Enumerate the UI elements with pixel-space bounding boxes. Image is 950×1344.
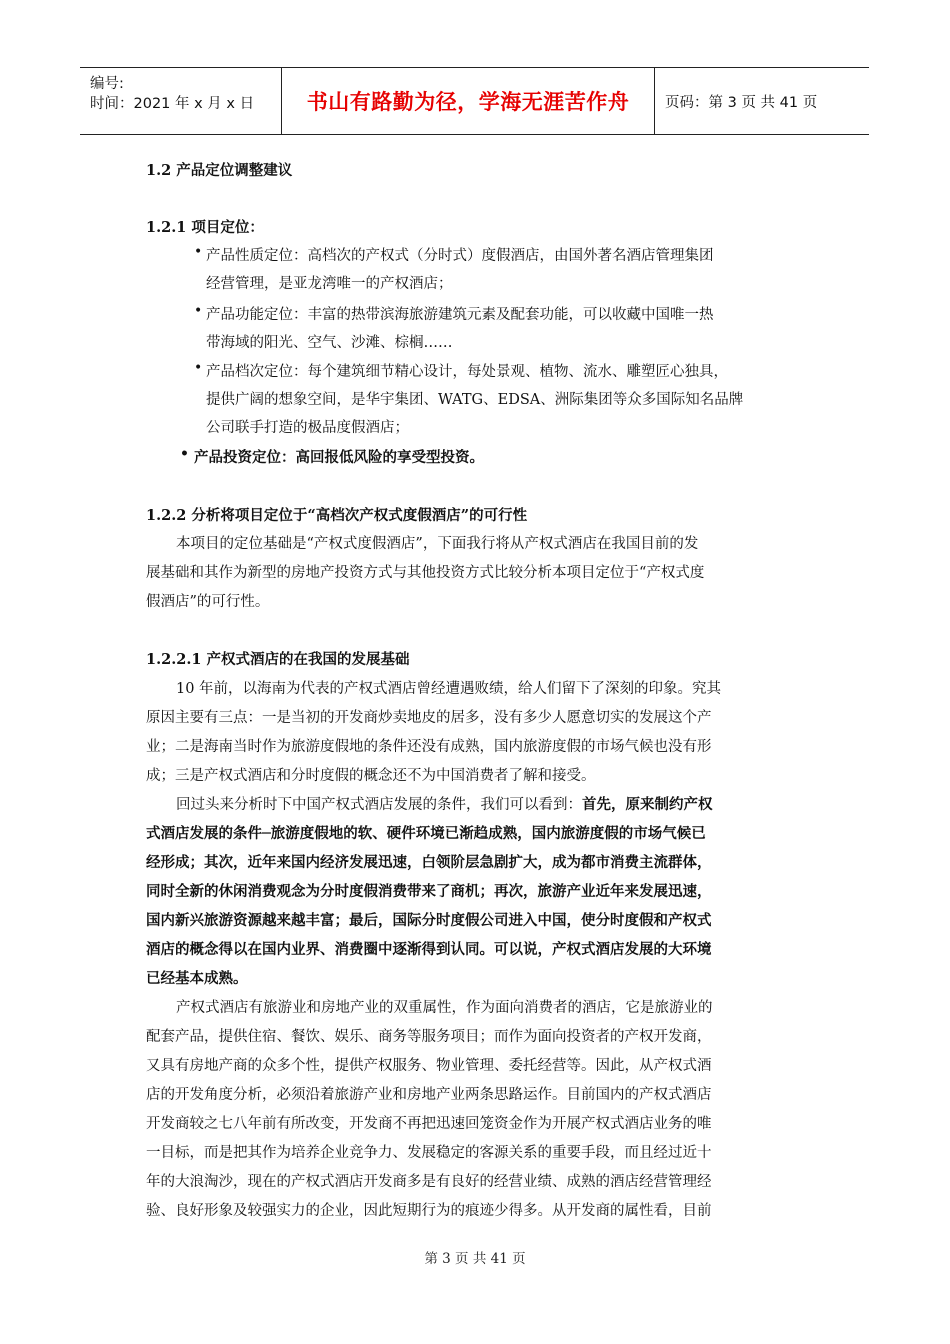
paragraph-line: [176, 793, 713, 814]
header-motto: 书山有路勤为径，学海无涯苦作舟: [282, 68, 655, 134]
header-meta: [80, 68, 282, 134]
subsection-title-positioning: 1.2.1 项目定位：: [146, 219, 264, 236]
list-item-line: 经营管理，是亚龙湾唯一的产权酒店；: [206, 276, 453, 292]
paragraph-line: 店的开发角度分析，必须沿着旅游产业和房地产业两条思路运作。目前国内的产权式酒店: [146, 1087, 712, 1103]
document-number-label: 编号:: [90, 76, 124, 92]
list-item-line: 公司联手打造的极品度假酒店；: [206, 420, 409, 436]
bullet-dot: •: [194, 244, 203, 260]
list-item-line: 带海域的阳光、空气、沙滩、棕榈……: [206, 335, 453, 351]
page-header: [80, 67, 869, 135]
list-item-line: 产品档次定位：每个建筑细节精心设计，每处景观、植物、流水、雕塑匠心独具，: [206, 364, 728, 380]
list-item-line: 产品功能定位：丰富的热带滨海旅游建筑元素及配套功能，可以收藏中国唯一热: [206, 307, 714, 323]
paragraph-line: 成；三是产权式酒店和分时度假的概念还不为中国消费者了解和接受。: [146, 768, 596, 784]
paragraph-line: 本项目的定位基础是“产权式度假酒店”，下面我行将从产权式酒店在我国目前的发: [176, 536, 699, 552]
paragraph-line: 年的大浪淘沙，现在的产权式酒店开发商多是有良好的经营业绩、成熟的酒店经营管理经: [146, 1174, 712, 1190]
paragraph-line: 假酒店”的可行性。: [146, 594, 270, 610]
paragraph-line: 10 年前，以海南为代表的产权式酒店曾经遭遇败绩，给人们留下了深刻的印象。究其: [176, 681, 722, 697]
document-date-label: 时间：2021 年 x 月 x 日: [90, 96, 255, 112]
subsection-title-feasibility: 1.2.2 分析将项目定位于“高档次产权式度假酒店”的可行性: [146, 507, 528, 524]
paragraph-line: 原因主要有三点：一是当初的开发商炒卖地皮的居多，没有多少人愿意切实的发展这个产: [146, 710, 712, 726]
bullet-dot: •: [194, 303, 203, 319]
list-item-line: 产品性质定位：高档次的产权式（分时式）度假酒店，由国外著名酒店管理集团: [206, 248, 714, 264]
paragraph-line: 经形成；其次，近年来国内经济发展迅速，白领阶层急剧扩大，成为都市消费主流群体，: [146, 854, 712, 871]
paragraph-line: 配套产品，提供住宿、餐饮、娱乐、商务等服务项目；而作为面向投资者的产权开发商，: [146, 1029, 712, 1045]
page-footer: 第 3 页 共 41 页: [424, 1251, 526, 1267]
paragraph-line: 又具有房地产商的众多个性，提供产权服务、物业管理、委托经营等。因此，从产权式酒: [146, 1058, 712, 1074]
header-page-indicator: 页码：第 3 页 共 41 页: [665, 94, 818, 111]
bullet-dot: •: [194, 360, 203, 376]
paragraph-line: 式酒店发展的条件─旅游度假地的软、硬件环境已渐趋成熟，国内旅游度假的市场气候已: [146, 825, 706, 842]
paragraph-line: 产权式酒店有旅游业和房地产业的双重属性，作为面向消费者的酒店，它是旅游业的: [176, 1000, 713, 1016]
bullet-dot: •: [180, 446, 189, 462]
subsection-title-development: 1.2.2.1 产权式酒店的在我国的发展基础: [146, 651, 410, 668]
paragraph-line: 国内新兴旅游资源越来越丰富；最后，国际分时度假公司进入中国，使分时度假和产权式: [146, 912, 712, 929]
paragraph-line: 开发商较之七八年前有所改变，开发商不再把迅速回笼资金作为开展产权式酒店业务的唯: [146, 1116, 712, 1132]
paragraph-line: 验、良好形象及较强实力的企业，因此短期行为的痕迹少得多。从开发商的属性看，目前: [146, 1203, 712, 1219]
paragraph-line: 展基础和其作为新型的房地产投资方式与其他投资方式比较分析本项目定位于“产权式度: [146, 565, 705, 581]
list-item-line: 提供广阔的想象空间，是华宇集团、WATG、EDSA、洲际集团等众多国际知名品牌: [206, 392, 744, 408]
paragraph-emphasis: 首先，原来制约产权: [582, 796, 713, 813]
paragraph-line: 同时全新的休闲消费观念为分时度假消费带来了商机；再次，旅游产业近年来发展迅速，: [146, 883, 712, 900]
paragraph-line: 已经基本成熟。: [146, 970, 248, 987]
paragraph-line: 酒店的概念得以在国内业界、消费圈中逐渐得到认同。可以说，产权式酒店发展的大环境: [146, 941, 712, 958]
list-item-line: 产品投资定位：高回报低风险的享受型投资。: [194, 449, 484, 466]
paragraph-line: 业；二是海南当时作为旅游度假地的条件还没有成熟，国内旅游度假的市场气候也没有形: [146, 739, 712, 755]
paragraph-line: 一目标，而是把其作为培养企业竞争力、发展稳定的客源关系的重要手段，而且经过近十: [146, 1145, 712, 1161]
section-title: 1.2 产品定位调整建议: [146, 162, 293, 179]
paragraph-text: 回过头来分析时下中国产权式酒店发展的条件，我们可以看到：: [176, 797, 582, 813]
